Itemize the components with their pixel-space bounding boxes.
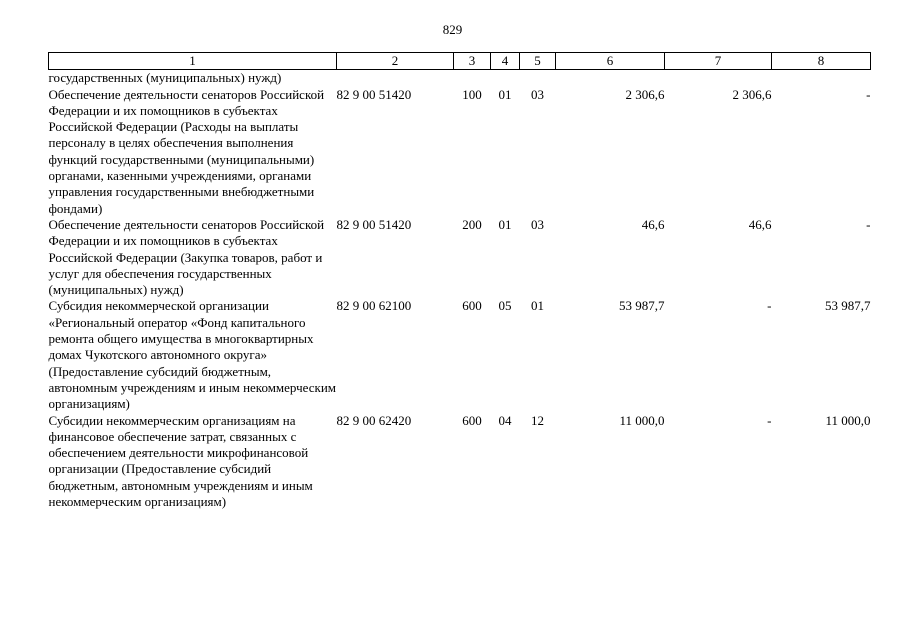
row-code <box>337 70 454 87</box>
table-row <box>49 413 871 511</box>
row-expense-type <box>454 70 491 87</box>
row-total: 53 987,7 <box>619 298 665 314</box>
row-regional <box>772 70 871 87</box>
row-federal: 2 306,6 <box>732 86 772 102</box>
row-section: 01 <box>498 86 512 102</box>
row-federal: - <box>767 298 772 314</box>
column-header-8: 8 <box>772 53 871 70</box>
row-section: 05 <box>498 298 512 314</box>
row-subsection: 03 <box>531 86 544 102</box>
header-row <box>49 53 871 70</box>
row-subsection: 01 <box>531 298 544 314</box>
row-expense-type: 100 <box>462 86 482 102</box>
row-name: Субсидии некоммерческим организациям на финансовое обеспечение затрат, связанных с обеспечением деятельности микрофинансовой организации (Предоставление субсидий бюджетным, автономным учреждениям и иным некоммерческим организациям) <box>48 412 313 510</box>
page-number: 829 <box>442 22 463 37</box>
row-subsection: 12 <box>531 412 544 428</box>
row-regional: - <box>866 86 871 102</box>
column-header-2: 2 <box>337 53 454 70</box>
row-federal: 46,6 <box>748 216 772 232</box>
table-row <box>49 217 871 298</box>
column-header-7: 7 <box>665 53 772 70</box>
row-name: Субсидия некоммерческой организации «Региональный оператор «Фонд капитального ремонта общего имущества в многоквартирных домах Чукотского автономного округа» (Предоставление субсидий бюджетным, автономным учреждениям и иным некоммерческим организациям) <box>48 298 337 412</box>
row-regional: - <box>866 216 871 232</box>
row-section: 04 <box>498 412 512 428</box>
row-code: 82 9 00 51420 <box>336 216 412 232</box>
column-header-6: 6 <box>556 53 665 70</box>
row-name: Обеспечение деятельности сенаторов Российской Федерации и их помощников в субъектах Российской Федерации (Закупка товаров, работ и услуг для обеспечения государственных (муниципальных) нужд) <box>48 216 325 298</box>
row-section: 01 <box>498 216 512 232</box>
row-total: 2 306,6 <box>625 86 665 102</box>
column-header-1: 1 <box>49 53 337 70</box>
row-subsection <box>520 70 556 87</box>
table-row <box>49 70 871 87</box>
column-header-5: 5 <box>520 53 556 70</box>
row-expense-type: 600 <box>462 298 482 314</box>
row-expense-type: 600 <box>462 412 482 428</box>
row-total: 46,6 <box>641 216 665 232</box>
row-code: 82 9 00 62100 <box>336 298 412 314</box>
row-federal <box>665 70 772 87</box>
row-subsection: 03 <box>531 216 544 232</box>
row-expense-type: 200 <box>462 216 482 232</box>
table-row <box>49 87 871 217</box>
row-code: 82 9 00 51420 <box>336 86 412 102</box>
table-row <box>49 298 871 412</box>
column-header-3: 3 <box>454 53 491 70</box>
row-federal: - <box>767 412 772 428</box>
row-total: 11 000,0 <box>619 412 665 428</box>
row-regional: 53 987,7 <box>825 298 871 314</box>
row-name: Обеспечение деятельности сенаторов Российской Федерации и их помощников в субъектах Российской Федерации (Расходы на выплаты персоналу в целях обеспечения выполнения функций государственными (муниципальными) органами, казенными учреждениями, органами управления государственными внебюджетными фондами) <box>48 86 325 216</box>
budget-table <box>48 52 871 510</box>
row-section <box>491 70 520 87</box>
row-name: государственных (муниципальных) нужд) <box>48 70 282 86</box>
row-code: 82 9 00 62420 <box>336 412 412 428</box>
row-total <box>556 70 665 87</box>
row-regional: 11 000,0 <box>825 412 871 428</box>
column-header-4: 4 <box>491 53 520 70</box>
